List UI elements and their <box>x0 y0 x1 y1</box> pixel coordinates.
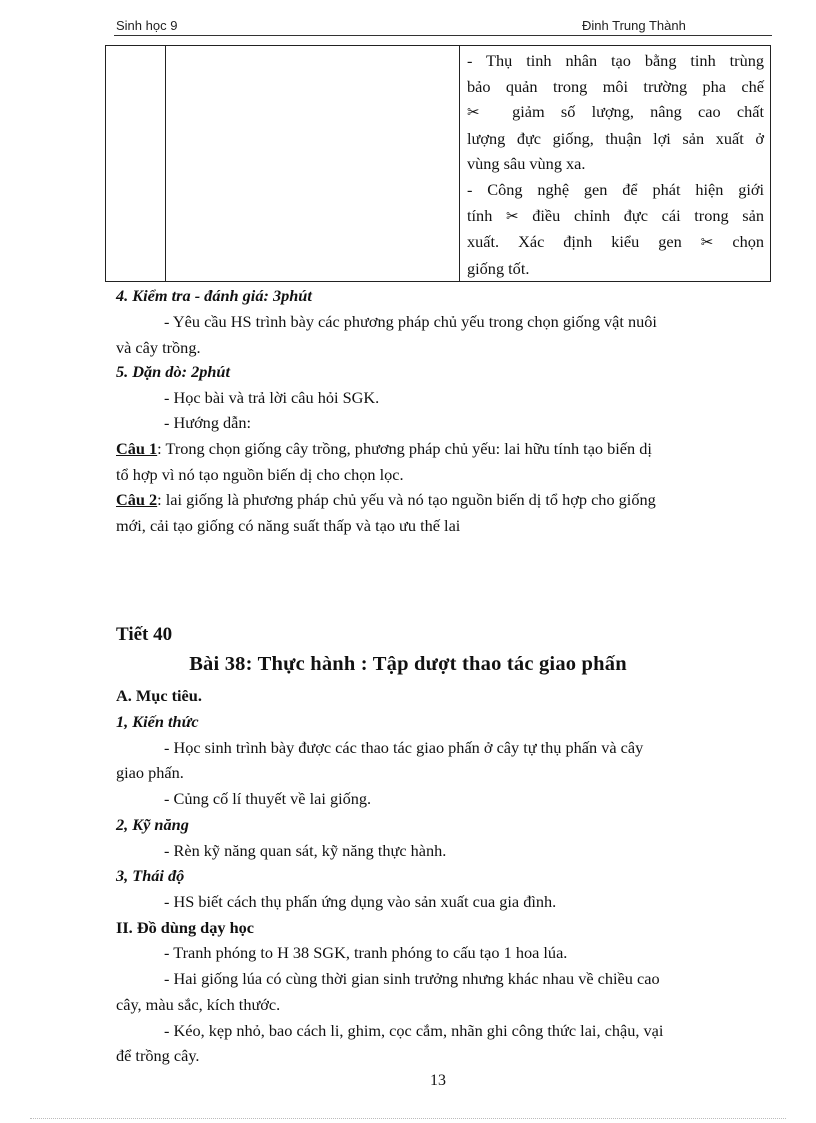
table-line: lượng đực giống, thuận lợi sản xuất ở <box>467 128 764 148</box>
table-col-1 <box>106 46 166 282</box>
section5-heading: 5. Dặn dò: 2phút <box>116 362 230 381</box>
knowledge-heading: 1, Kiến thức <box>116 712 199 731</box>
materials-line: để trồng cây. <box>116 1046 200 1065</box>
knowledge-line: giao phấn. <box>116 763 184 782</box>
table-col-2 <box>166 46 460 282</box>
table-line-part: tính <box>467 205 493 225</box>
table-line-part: xuất. Xác định kiểu gen <box>467 232 682 252</box>
question-text: : lai giống là phương pháp chủ yếu và nó tạo nguồn biến dị tổ hợp cho giống <box>157 490 656 509</box>
question-label: Câu 1 <box>116 439 158 458</box>
attitude-heading: 3, Thái độ <box>116 866 185 885</box>
knowledge-line: - Học sinh trình bày được các thao tác giao phấn ở cây tự thụ phấn và cây <box>164 738 644 757</box>
table-col-3 <box>460 46 771 282</box>
lesson-title: Bài 38: Thực hành : Tập dượt thao tác giao phấn <box>189 653 627 675</box>
page-bottom-rule <box>30 1118 786 1119</box>
lesson-period: Tiết 40 <box>116 624 173 645</box>
table-line: - Công nghệ gen để phát hiện giới <box>467 179 764 199</box>
question-2 <box>116 490 656 510</box>
table-line-part: điều chỉnh đực cái trong sản <box>532 205 765 225</box>
page-number: 13 <box>430 1072 446 1089</box>
table-line <box>467 229 764 256</box>
continuation-table <box>105 45 771 282</box>
materials-line: cây, màu sắc, kích thước. <box>116 995 281 1014</box>
table-line <box>467 203 764 230</box>
header-rule <box>114 35 772 36</box>
materials-line: - Hai giống lúa có cùng thời gian sinh trưởng nhưng khác nhau về chiều cao <box>164 969 660 988</box>
question-1 <box>116 439 652 459</box>
attitude-line: - HS biết cách thụ phấn ứng dụng vào sản xuất cua gia đình. <box>164 892 557 911</box>
table-line: bảo quản trong môi trường pha chế <box>467 76 764 96</box>
scissors-icon: ✂ <box>506 206 519 225</box>
section5-item: - Học bài và trả lời câu hỏi SGK. <box>164 388 380 407</box>
question-label: Câu 2 <box>116 490 158 509</box>
table-line: giống tốt. <box>467 258 530 278</box>
table-line: vùng sâu vùng xa. <box>467 154 586 174</box>
section4-heading: 4. Kiểm tra - đánh giá: 3phút <box>116 286 312 305</box>
skills-heading: 2, Kỹ năng <box>116 815 189 834</box>
scissors-icon: ✂ <box>700 233 714 252</box>
header-author: Đinh Trung Thành <box>582 18 686 33</box>
materials-line: - Tranh phóng to H 38 SGK, tranh phóng to cấu tạo 1 hoa lúa. <box>164 943 568 962</box>
table-cell-text <box>460 46 770 281</box>
table-line-part: chọn <box>732 232 764 252</box>
skills-line: - Rèn kỹ năng quan sát, kỹ năng thực hành. <box>164 841 447 860</box>
knowledge-line: - Củng cố lí thuyết về lai giống. <box>164 789 372 808</box>
table-line: - Thụ tinh nhân tạo bằng tinh trùng <box>467 51 764 70</box>
section4-line: và cây trồng. <box>116 338 201 357</box>
materials-heading: II. Đồ dùng dạy học <box>116 918 254 937</box>
section5-item: - Hướng dẫn: <box>164 413 252 432</box>
question-text: : Trong chọn giống cây trồng, phương pháp chủ yếu: lai hữu tính tạo biến dị <box>157 439 652 458</box>
question-2-cont: mới, cải tạo giống có năng suất thấp và tạo ưu thế lai <box>116 516 461 535</box>
header-subject: Sinh học 9 <box>116 18 178 33</box>
materials-line: - Kéo, kẹp nhỏ, bao cách li, ghim, cọc cắm, nhãn ghi công thức lai, chậu, vại <box>164 1021 664 1040</box>
section4-line: - Yêu cầu HS trình bày các phương pháp chủ yếu trong chọn giống vật nuôi <box>164 312 657 331</box>
objectives-heading: A. Mục tiêu. <box>116 686 202 705</box>
question-1-cont: tổ hợp vì nó tạo nguồn biến dị cho chọn lọc. <box>116 465 404 484</box>
scissors-icon: ✂ <box>467 103 480 122</box>
table-line <box>467 99 764 126</box>
table-line-part: giảm số lượng, nâng cao chất <box>512 102 764 122</box>
